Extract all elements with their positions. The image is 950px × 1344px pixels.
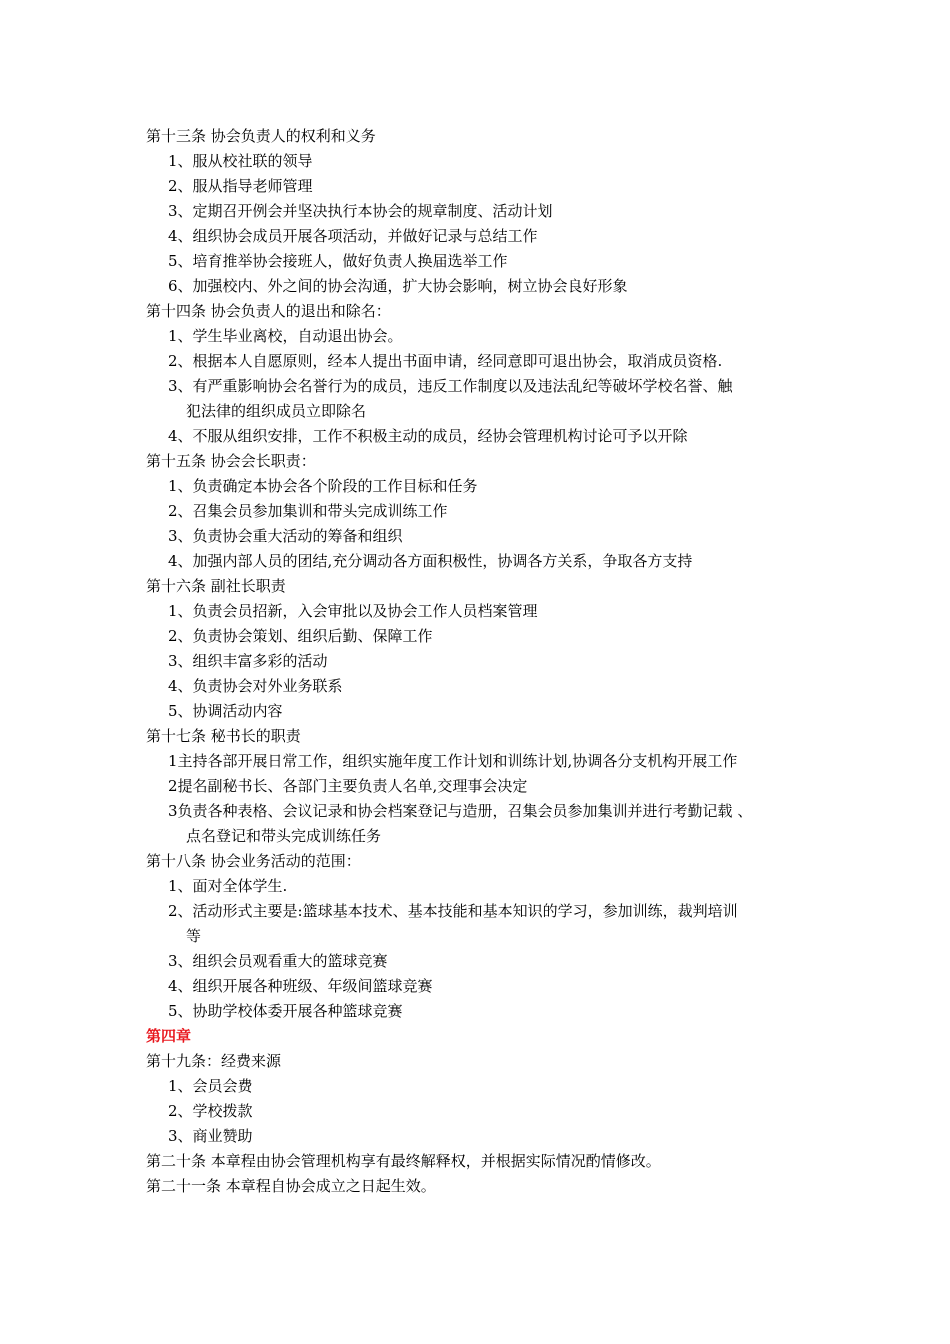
list-item: 1、学生毕业离校，自动退出协会。 (168, 327, 403, 345)
list-item: 1、面对全体学生. (168, 877, 288, 895)
list-item: 1、会员会费 (168, 1077, 253, 1095)
article-heading: 第十九条：经费来源 (146, 1052, 282, 1070)
list-item: 2、活动形式主要是:篮球基本技术、基本技能和基本知识的学习，参加训练，裁判培训 (168, 902, 738, 920)
list-item: 3、组织会员观看重大的篮球竞赛 (168, 952, 388, 970)
list-item: 3、有严重影响协会名誉行为的成员，违反工作制度以及违法乱纪等破坏学校名誉、触 (168, 377, 733, 395)
article-heading: 第二十条 本章程由协会管理机构享有最终解释权，并根据实际情况酌情修改。 (146, 1152, 661, 1170)
list-item: 5、协调活动内容 (168, 702, 283, 720)
list-item: 4、组织协会成员开展各项活动，并做好记录与总结工作 (168, 227, 538, 245)
list-item: 5、培育推举协会接班人，做好负责人换届选举工作 (168, 252, 508, 270)
list-item: 2、学校拨款 (168, 1102, 253, 1120)
list-item-continuation: 等 (186, 927, 202, 945)
list-item-continuation: 犯法律的组织成员立即除名 (186, 402, 367, 420)
article-heading: 第十三条 协会负责人的权利和义务 (146, 127, 376, 145)
list-item: 5、协助学校体委开展各种篮球竞赛 (168, 1002, 403, 1020)
list-item: 2、根据本人自愿原则，经本人提出书面申请，经同意即可退出协会，取消成员资格. (168, 352, 723, 370)
document-body (146, 124, 826, 1199)
list-item: 4、加强内部人员的团结,充分调动各方面积极性，协调各方关系，争取各方支持 (168, 552, 693, 570)
list-item: 1、负责会员招新，入会审批以及协会工作人员档案管理 (168, 602, 538, 620)
list-item: 1、服从校社联的领导 (168, 152, 313, 170)
article-heading: 第二十一条 本章程自协会成立之日起生效。 (146, 1177, 436, 1195)
list-item: 4、负责协会对外业务联系 (168, 677, 343, 695)
list-item: 2、召集会员参加集训和带头完成训练工作 (168, 502, 448, 520)
list-item: 4、不服从组织安排，工作不积极主动的成员，经协会管理机构讨论可予以开除 (168, 427, 688, 445)
article-heading: 第十八条 协会业务活动的范围： (146, 852, 361, 870)
list-item: 6、加强校内、外之间的协会沟通，扩大协会影响，树立协会良好形象 (168, 277, 628, 295)
list-item: 1主持各部开展日常工作，组织实施年度工作计划和训练计划,协调各分支机构开展工作 (168, 752, 738, 770)
list-item: 4、组织开展各种班级、年级间篮球竞赛 (168, 977, 433, 995)
list-item: 3、负责协会重大活动的筹备和组织 (168, 527, 403, 545)
list-item: 3负责各种表格、会议记录和协会档案登记与造册，召集会员参加集训并进行考勤记载 、 (168, 802, 753, 820)
list-item: 3、商业赞助 (168, 1127, 253, 1145)
list-item: 2、服从指导老师管理 (168, 177, 313, 195)
article-heading: 第十五条 协会会长职责： (146, 452, 316, 470)
article-heading: 第十七条 秘书长的职责 (146, 727, 301, 745)
list-item: 3、定期召开例会并坚决执行本协会的规章制度、活动计划 (168, 202, 553, 220)
list-item: 2提名副秘书长、各部门主要负责人名单,交理事会决定 (168, 777, 528, 795)
chapter-heading: 第四章 (146, 1027, 192, 1045)
list-item: 1、负责确定本协会各个阶段的工作目标和任务 (168, 477, 478, 495)
list-item: 2、负责协会策划、组织后勤、保障工作 (168, 627, 433, 645)
article-heading: 第十六条 副社长职责 (146, 577, 286, 595)
list-item-continuation: 点名登记和带头完成训练任务 (186, 827, 382, 845)
list-item: 3、组织丰富多彩的活动 (168, 652, 328, 670)
article-heading: 第十四条 协会负责人的退出和除名： (146, 302, 391, 320)
